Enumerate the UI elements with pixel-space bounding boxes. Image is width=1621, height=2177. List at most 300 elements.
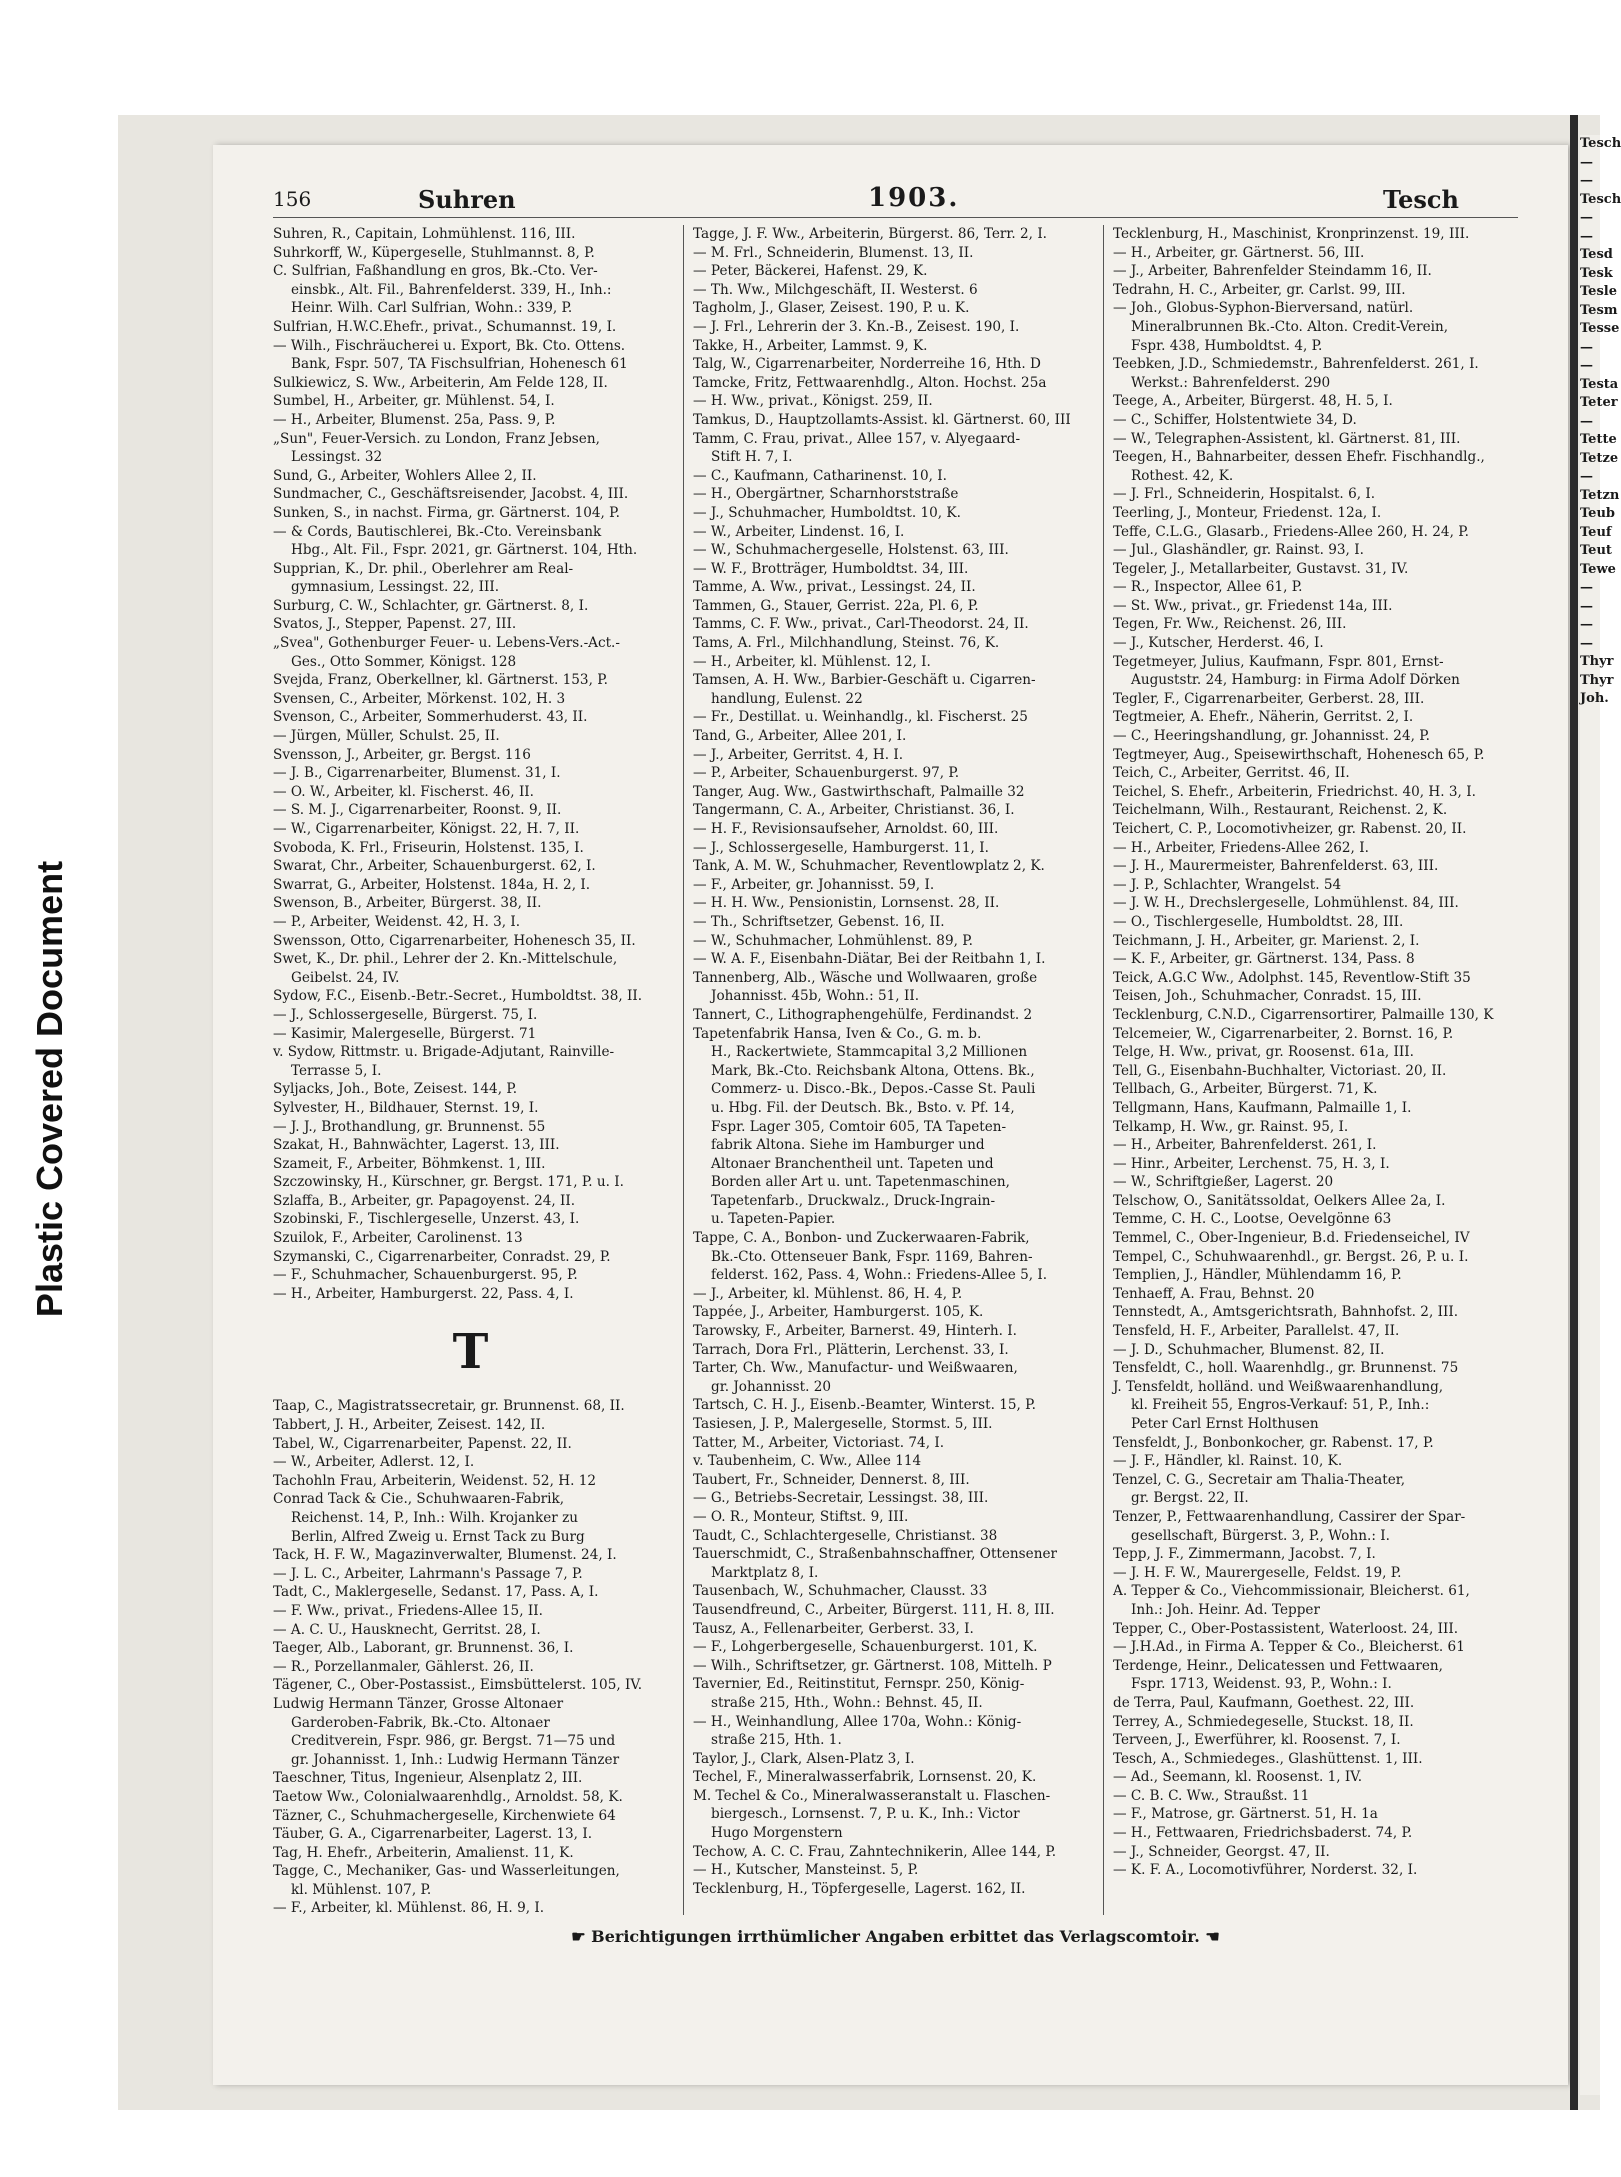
directory-entry-line: Tagge, C., Mechaniker, Gas- und Wasserleitungen,	[273, 1863, 620, 1880]
directory-entry-line: Creditverein, Fspr. 986, gr. Bergst. 71—75 und	[291, 1733, 616, 1750]
directory-entry-line: Telschow, O., Sanitätssoldat, Oelkers Allee 2a, I.	[1113, 1192, 1446, 1209]
directory-entry-line: — O. W., Arbeiter, kl. Fischerst. 46, II.	[273, 783, 535, 800]
next-page-fragment: —	[1580, 210, 1593, 225]
next-page-fragment: —	[1580, 413, 1593, 429]
directory-entry-line: Altonaer Branchentheil unt. Tapeten und	[711, 1155, 994, 1172]
directory-entry-line: — H., Arbeiter, Friedens-Allee 262, I.	[1113, 839, 1369, 856]
directory-entry-line: Terveen, J., Ewerführer, kl. Roosenst. 7, I.	[1113, 1732, 1401, 1749]
directory-entry-line: Tabbert, J. H., Arbeiter, Zeisest. 142, II.	[273, 1417, 546, 1434]
directory-entry-line: Teick, A.G.C Ww., Adolphst. 145, Reventlow-Stift 35	[1113, 969, 1471, 986]
directory-entry-line: — C., Schiffer, Holstentwiete 34, D.	[1113, 411, 1357, 428]
directory-entry-line: Tavernier, Ed., Reitinstitut, Fernspr. 250, König-	[693, 1676, 1025, 1693]
directory-entry-line: Tannenberg, Alb., Wäsche und Wollwaaren, große	[693, 969, 1038, 986]
next-page-fragment: —	[1580, 469, 1593, 484]
directory-entry-line: Marktplatz 8, I.	[711, 1564, 819, 1581]
directory-entry-line: Tenzer, P., Fettwaarenhandlung, Cassirer der Spar-	[1113, 1508, 1466, 1525]
directory-entry-line: — J., Schneider, Georgst. 47, II.	[1113, 1843, 1330, 1860]
next-page-fragment: Thyr	[1580, 654, 1614, 669]
directory-entry-line: felderst. 162, Pass. 4, Wohn.: Friedens-Allee 5, I.	[711, 1267, 1048, 1284]
directory-entry-line: Swarat, Chr., Arbeiter, Schauenburgerst. 62, I.	[273, 858, 596, 875]
directory-entry-line: Lessingst. 32	[291, 449, 383, 466]
next-page-fragment: —	[1580, 339, 1593, 355]
next-page-fragment: —	[1580, 617, 1593, 632]
next-page-fragment: Tesk	[1580, 265, 1613, 281]
directory-entry-line: — J., Arbeiter, kl. Mühlenst. 86, H. 4, P.	[693, 1285, 963, 1302]
directory-entry-line: Mark, Bk.-Cto. Reichsbank Altona, Ottens. Bk.,	[711, 1062, 1035, 1079]
page-footer-note: ☛ Berichtigungen irrthümlicher Angaben erbittet das Verlagscomtoir. ☚	[571, 1927, 1220, 1946]
directory-entry-line: Terrey, A., Schmiedegeselle, Stuckst. 18, II.	[1113, 1713, 1414, 1730]
next-page-fragment: —	[1580, 598, 1593, 614]
directory-entry-line: Tartsch, C. H. J., Eisenb.-Beamter, Winterst. 15, P.	[693, 1397, 1036, 1414]
directory-entry-line: Teffe, C.L.G., Glasarb., Friedens-Allee 260, H. 24, P.	[1113, 523, 1469, 540]
directory-entry-line: Tangermann, C. A., Arbeiter, Christianst. 36, I.	[693, 802, 1015, 819]
directory-entry-line: Teichel, S. Ehefr., Arbeiterin, Friedrichst. 40, H. 3, I.	[1113, 783, 1476, 800]
page-header	[273, 183, 1518, 217]
directory-entry-line: Tausz, A., Fellenarbeiter, Gerberst. 33, I.	[693, 1620, 974, 1637]
directory-entry-line: — W., Schuhmacher, Lohmühlenst. 89, P.	[693, 932, 973, 949]
directory-entry-line: Temme, C. H. C., Lootse, Oevelgönne 63	[1113, 1211, 1392, 1228]
directory-entry-line: Teege, A., Arbeiter, Bürgerst. 48, H. 5, I.	[1113, 393, 1393, 410]
directory-entry-line: Hbg., Alt. Fil., Fspr. 2021, gr. Gärtnerst. 104, Hth.	[291, 542, 638, 559]
directory-entry-line: Tamm, C. Frau, privat., Allee 157, v. Alyegaard-	[693, 430, 1021, 447]
directory-entry-line: — H., Fettwaaren, Friedrichsbaderst. 74, P.	[1113, 1825, 1413, 1842]
directory-entry-line: kl. Mühlenst. 107, P.	[291, 1881, 432, 1898]
directory-entry-line: — F., Schuhmacher, Schauenburgerst. 95, P.	[273, 1267, 578, 1284]
directory-entry-line: — Hinr., Arbeiter, Lerchenst. 75, H. 3, I.	[1113, 1155, 1390, 1172]
directory-entry-line: Tank, A. M. W., Schuhmacher, Reventlowplatz 2, K.	[693, 858, 1045, 875]
directory-entry-line: v. Taubenheim, C. Ww., Allee 114	[693, 1453, 922, 1470]
directory-entry-line: — J., Schlossergeselle, Bürgerst. 75, I.	[273, 1006, 538, 1023]
directory-entry-line: — W., Schriftgießer, Lagerst. 20	[1113, 1174, 1334, 1191]
directory-entry-line: Tecklenburg, H., Maschinist, Kronprinzenst. 19, III.	[1113, 226, 1470, 242]
directory-entry-line: — O., Tischlergeselle, Humboldtst. 28, III.	[1113, 913, 1404, 930]
directory-entry-line: M. Techel & Co., Mineralwasseranstalt u. Flaschen-	[693, 1787, 1051, 1804]
directory-entry-line: Svejda, Franz, Oberkellner, kl. Gärtnerst. 153, P.	[273, 672, 608, 689]
directory-entry-line: Tausenbach, W., Schuhmacher, Clausst. 33	[693, 1583, 988, 1600]
directory-entry-line: — St. Ww., privat., gr. Friedenst 14a, III.	[1113, 597, 1393, 614]
next-page-fragment: —	[1580, 580, 1593, 595]
column-divider	[683, 225, 684, 1915]
directory-entry-line: Commerz- u. Disco.-Bk., Depos.-Casse St. Pauli	[711, 1081, 1036, 1098]
directory-entry-line: Teichmann, J. H., Arbeiter, gr. Marienst. 2, I.	[1113, 932, 1420, 949]
directory-entry-line: Tanger, Aug. Ww., Gastwirthschaft, Palmaille 32	[693, 783, 1025, 800]
directory-entry-line: Tamsen, A. H. Ww., Barbier-Geschäft u. Cigarren-	[693, 672, 1036, 689]
directory-entry-line: Taap, C., Magistratssecretair, gr. Brunnenst. 68, II.	[273, 1398, 625, 1415]
directory-entry-line: Stift H. 7, I.	[711, 449, 793, 466]
directory-entry-line: Tellbach, G., Arbeiter, Bürgerst. 71, K.	[1113, 1081, 1378, 1098]
directory-entry-line: Bank, Fspr. 507, TA Fischsulfrian, Hohenesch 61	[291, 356, 628, 373]
directory-entry-line: — F. Ww., privat., Friedens-Allee 15, II.	[273, 1602, 543, 1619]
next-page-fragment: Tesch	[1580, 191, 1621, 207]
directory-entry-line: C. Sulfrian, Faßhandlung en gros, Bk.-Cto. Ver-	[273, 263, 598, 280]
directory-entry-line: — H., Arbeiter, Hamburgerst. 22, Pass. 4, I.	[273, 1285, 574, 1302]
scanned-page	[118, 115, 1621, 2110]
directory-entry-line: — J., Schuhmacher, Humboldtst. 10, K.	[693, 504, 961, 521]
directory-entry-line: Rothest. 42, K.	[1131, 467, 1234, 484]
directory-entry-line: — C., Heeringshandlung, gr. Johannisst. 24, P.	[1113, 728, 1430, 745]
directory-entry-line: Szczowinsky, H., Kürschner, gr. Bergst. 171, P. u. I.	[273, 1174, 624, 1191]
directory-entry-line: u. Hbg. Fil. der Deutsch. Bk., Bsto. v. Pf. 14,	[711, 1099, 1015, 1116]
directory-entry-line: „Svea", Gothenburger Feuer- u. Lebens-Vers.-Act.-	[273, 635, 620, 652]
directory-entry-line: Tegen, Fr. Ww., Reichenst. 26, III.	[1113, 616, 1347, 633]
directory-entry-line: Supprian, K., Dr. phil., Oberlehrer am Real-	[273, 560, 574, 577]
directory-entry-line: Terdenge, Heinr., Delicatessen und Fettwaaren,	[1113, 1657, 1444, 1674]
section-letter: T	[452, 1324, 489, 1381]
directory-entry-line: — F., Arbeiter, kl. Mühlenst. 86, H. 9, I.	[273, 1900, 545, 1917]
directory-entry-line: Sydow, F.C., Eisenb.-Betr.-Secret., Humboldtst. 38, II.	[273, 988, 643, 1005]
document-label: Plastic Covered Document	[29, 860, 70, 1317]
directory-entry-line: — W., Schuhmachergeselle, Holstenst. 63, III.	[693, 542, 1009, 559]
directory-entry-line: — H. Ww., privat., Königst. 259, II.	[693, 393, 933, 410]
next-page-fragment: —	[1580, 228, 1593, 244]
directory-entry-line: H., Rackertwiete, Stammcapital 3,2 Millionen	[711, 1044, 1028, 1061]
header-year: 1903.	[868, 183, 960, 213]
directory-entry-line: — W., Telegraphen-Assistent, kl. Gärtnerst. 81, III.	[1113, 430, 1461, 447]
next-page-fragment: —	[1580, 635, 1593, 651]
directory-entry-line: Tensfeld, H. F., Arbeiter, Parallelst. 47, II.	[1113, 1323, 1400, 1340]
directory-entry-line: — J. L. C., Arbeiter, Lahrmann's Passage 7, P.	[273, 1565, 583, 1582]
directory-entry-line: — J. J., Brothandlung, gr. Brunnenst. 55	[273, 1118, 546, 1135]
directory-entry-line: Tesch, A., Schmiedeges., Glashüttenst. 1, III.	[1113, 1750, 1423, 1767]
directory-entry-line: Tasiesen, J. P., Malergeselle, Stormst. 5, III.	[693, 1416, 993, 1432]
directory-entry-line: Tamms, C. F. Ww., privat., Carl-Theodorst. 24, II.	[693, 616, 1029, 633]
directory-entry-line: Tepp, J. F., Zimmermann, Jacobst. 7, I.	[1113, 1546, 1376, 1563]
directory-entry-line: Sundmacher, C., Geschäftsreisender, Jacobst. 4, III.	[273, 486, 629, 503]
next-page-fragment: Teut	[1580, 543, 1612, 558]
next-page-fragment: Tesd	[1580, 247, 1613, 262]
directory-entry-line: — C., Kaufmann, Catharinenst. 10, I.	[693, 467, 947, 484]
directory-entry-line: — J. B., Cigarrenarbeiter, Blumenst. 31, I.	[273, 765, 561, 782]
directory-entry-line: Taylor, J., Clark, Alsen-Platz 3, I.	[693, 1750, 915, 1767]
directory-entry-line: Tamcke, Fritz, Fettwaarenhdlg., Alton. Hochst. 25a	[693, 374, 1047, 391]
directory-entry-line: Werkst.: Bahrenfelderst. 290	[1131, 374, 1331, 391]
directory-entry-line: — & Cords, Bautischlerei, Bk.-Cto. Vereinsbank	[273, 523, 602, 540]
directory-entry-line: Tegetmeyer, Julius, Kaufmann, Fspr. 801, Ernst-	[1113, 653, 1444, 670]
directory-entry-line: Tammen, G., Stauer, Gerrist. 22a, Pl. 6, P.	[693, 597, 979, 614]
directory-entry-line: — W. A. F., Eisenbahn-Diätar, Bei der Reitbahn 1, I.	[693, 951, 1046, 968]
next-page-fragment: Tetzn	[1580, 487, 1620, 503]
next-page-fragment: —	[1580, 358, 1593, 373]
directory-entry-line: gr. Bergst. 22, II.	[1131, 1490, 1249, 1507]
directory-entry-line: — Jul., Glashändler, gr. Rainst. 93, I.	[1113, 542, 1364, 559]
directory-entry-line: — G., Betriebs-Secretair, Lessingst. 38, III.	[693, 1490, 989, 1507]
directory-entry-line: Auguststr. 24, Hamburg: in Firma Adolf Dörken	[1131, 672, 1460, 689]
column-middle	[693, 225, 1088, 1898]
directory-entry-line: Tarowsky, F., Arbeiter, Barnerst. 49, Hinterh. I.	[693, 1323, 1017, 1340]
directory-entry-line: — Joh., Globus-Syphon-Bierversand, natürl.	[1113, 300, 1414, 317]
directory-entry-line: — Wilh., Schriftsetzer, gr. Gärtnerst. 108, Mittelh. P	[693, 1657, 1052, 1674]
directory-entry-line: Täzner, C., Schuhmachergeselle, Kirchenwiete 64	[273, 1807, 616, 1824]
directory-entry-line: J. Tensfeldt, holländ. und Weißwaarenhandlung,	[1113, 1378, 1444, 1395]
directory-entry-line: Tegler, F., Cigarrenarbeiter, Gerberst. 28, III.	[1113, 690, 1425, 707]
directory-entry-line: Swensson, Otto, Cigarrenarbeiter, Hohenesch 35, II.	[273, 932, 636, 949]
directory-entry-line: Tensfeldt, J., Bonbonkocher, gr. Rabenst. 17, P.	[1113, 1434, 1434, 1451]
directory-entry-line: Sulkiewicz, S. Ww., Arbeiterin, Am Felde 128, II.	[273, 374, 608, 391]
directory-entry-line: Tenzel, C. G., Secretair am Thalia-Theater,	[1113, 1471, 1406, 1488]
directory-entry-line: Sulfrian, H.W.C.Ehefr., privat., Schumannst. 19, I.	[273, 318, 617, 335]
directory-entry-line: Tadt, C., Maklergeselle, Sedanst. 17, Pass. A, I.	[273, 1584, 599, 1601]
next-page-edge	[1580, 135, 1621, 2095]
directory-entry-line: Teichert, C. P., Locomotivheizer, gr. Rabenst. 20, II.	[1113, 821, 1467, 837]
directory-entry-line: Tecklenburg, C.N.D., Cigarrensortirer, Palmaille 130, K	[1113, 1006, 1494, 1023]
directory-entry-line: Sund, G., Arbeiter, Wohlers Allee 2, II.	[273, 467, 537, 484]
directory-entry-line: Szameit, F., Arbeiter, Böhmkenst. 1, III.	[273, 1155, 546, 1172]
directory-entry-line: Tegtmeyer, Aug., Speisewirthschaft, Hohenesch 65, P.	[1113, 746, 1485, 763]
directory-entry-line: gesellschaft, Bürgerst. 3, P., Wohn.: I.	[1131, 1527, 1390, 1544]
directory-entry-line: kl. Freiheit 55, Engros-Verkauf: 51, P., Inh.:	[1131, 1397, 1430, 1414]
directory-entry-line: Takke, H., Arbeiter, Lammst. 9, K.	[693, 337, 928, 354]
directory-entry-line: — J. Frl., Schneiderin, Hospitalst. 6, I.	[1113, 486, 1376, 503]
column-divider	[1103, 225, 1104, 1915]
directory-entry-line: — A. C. U., Hausknecht, Gerritst. 28, I.	[273, 1621, 541, 1638]
directory-entry-line: Techel, F., Mineralwasserfabrik, Lornsenst. 20, K.	[693, 1769, 1037, 1786]
directory-entry-line: Tagge, J. F. Ww., Arbeiterin, Bürgerst. 86, Terr. 2, I.	[693, 226, 1048, 242]
directory-entry-line: Teerling, J., Monteur, Friedenst. 12a, I.	[1113, 504, 1382, 521]
directory-entry-line: A. Tepper & Co., Viehcommissionair, Bleicherst. 61,	[1113, 1583, 1470, 1600]
directory-entry-line: — Fr., Destillat. u. Weinhandlg., kl. Fischerst. 25	[693, 709, 1028, 726]
directory-entry-line: — J. H. F. W., Maurergeselle, Feldst. 19, P.	[1113, 1564, 1402, 1581]
directory-entry-line: — O. R., Monteur, Stiftst. 9, III.	[693, 1508, 909, 1525]
directory-entry-line: Swarrat, G., Arbeiter, Holstenst. 184a, H. 2, I.	[273, 876, 591, 893]
directory-entry-line: Fspr. 1713, Weidenst. 93, P., Wohn.: I.	[1131, 1676, 1392, 1693]
directory-entry-line: Tennstedt, A., Amtsgerichtsrath, Bahnhofst. 2, III.	[1113, 1304, 1459, 1321]
directory-entry-line: — Wilh., Fischräucherei u. Export, Bk. Cto. Ottens.	[273, 337, 626, 354]
directory-entry-line: Taubert, Fr., Schneider, Dennerst. 8, III.	[693, 1471, 970, 1488]
directory-entry-line: Berlin, Alfred Zweig u. Ernst Tack zu Burg	[291, 1528, 585, 1545]
directory-entry-line: — H., Weinhandlung, Allee 170a, Wohn.: König-	[693, 1713, 1022, 1730]
directory-entry-line: Teebken, J.D., Schmiedemstr., Bahrenfelderst. 261, I.	[1113, 356, 1479, 373]
directory-entry-line: Teich, C., Arbeiter, Gerritst. 46, II.	[1113, 765, 1350, 782]
directory-entry-line: — H., Kutscher, Mansteinst. 5, P.	[693, 1862, 919, 1879]
directory-entry-line: Tecklenburg, H., Töpfergeselle, Lagerst. 162, II.	[693, 1880, 1026, 1897]
next-page-fragment: Tesse	[1580, 321, 1620, 336]
directory-entry-line: Sylvester, H., Bildhauer, Sternst. 19, I.	[273, 1099, 539, 1116]
directory-entry-line: Tag, H. Ehefr., Arbeiterin, Amalienst. 11, K.	[273, 1844, 574, 1861]
directory-entry-line: Sumbel, H., Arbeiter, gr. Mühlenst. 54, I.	[273, 393, 555, 410]
directory-entry-line: Borden aller Art u. unt. Tapetenmaschinen,	[711, 1174, 1010, 1191]
directory-entry-line: Peter Carl Ernst Holthusen	[1131, 1416, 1319, 1432]
directory-entry-line: — S. M. J., Cigarrenarbeiter, Roonst. 9, II.	[273, 802, 562, 819]
directory-entry-line: Täuber, G. A., Cigarrenarbeiter, Lagerst. 13, I.	[273, 1826, 593, 1843]
next-page-fragment: Teub	[1580, 506, 1615, 521]
directory-entry-line: — H. F., Revisionsaufseher, Arnoldst. 60, III.	[693, 821, 999, 837]
directory-entry-line: Szlaffa, B., Arbeiter, gr. Papagoyenst. 24, II.	[273, 1192, 576, 1209]
directory-entry-line: Syljacks, Joh., Bote, Zeisest. 144, P.	[273, 1081, 518, 1098]
next-page-fragment: Tetze	[1580, 450, 1619, 466]
directory-entry-line: — P., Arbeiter, Schauenburgerst. 97, P.	[693, 765, 960, 782]
next-page-fragment: Thyr	[1580, 672, 1614, 688]
directory-entry-line: Suhrkorff, W., Küpergeselle, Stuhlmannst. 8, P.	[273, 244, 595, 261]
directory-entry-line: Sunken, S., in nachst. Firma, gr. Gärtnerst. 104, P.	[273, 504, 620, 521]
directory-entry-line: — K. F., Arbeiter, gr. Gärtnerst. 134, Pass. 8	[1113, 951, 1415, 968]
directory-entry-line: Talg, W., Cigarrenarbeiter, Norderreihe 16, Hth. D	[693, 356, 1041, 373]
directory-entry-line: — J., Arbeiter, Gerritst. 4, H. I.	[693, 746, 904, 763]
directory-entry-line: Tannert, C., Lithographengehülfe, Ferdinandst. 2	[693, 1006, 1033, 1023]
directory-entry-line: Johannisst. 45b, Wohn.: 51, II.	[711, 988, 920, 1005]
directory-entry-line: Tapetenfarb., Druckwalz., Druck-Ingrain-	[711, 1192, 996, 1209]
directory-entry-line: Conrad Tack & Cie., Schuhwaaren-Fabrik,	[273, 1491, 565, 1508]
directory-entry-line: — P., Arbeiter, Weidenst. 42, H. 3, I.	[273, 913, 521, 930]
directory-entry-line: Tausendfreund, C., Arbeiter, Bürgerst. 111, H. 8, III.	[693, 1601, 1055, 1618]
directory-entry-line: Tarter, Ch. Ww., Manufactur- und Weißwaaren,	[693, 1360, 1018, 1377]
directory-entry-line: — M. Frl., Schneiderin, Blumenst. 13, II.	[693, 244, 974, 261]
next-page-fragment: —	[1580, 154, 1593, 170]
directory-entry-line: Tegtmeier, A. Ehefr., Näherin, Gerritst. 2, I.	[1113, 709, 1414, 726]
directory-entry-line: Svensen, C., Arbeiter, Mörkenst. 102, H. 3	[273, 690, 566, 707]
directory-entry-line: Tellgmann, Hans, Kaufmann, Palmaille 1, I.	[1113, 1099, 1412, 1116]
directory-entry-line: Heinr. Wilh. Carl Sulfrian, Wohn.: 339, P.	[291, 300, 573, 317]
directory-entry-line: — J. F., Händler, kl. Rainst. 10, K.	[1113, 1453, 1343, 1470]
directory-entry-line: straße 215, Hth. 1.	[711, 1732, 842, 1749]
directory-entry-line: — J. D., Schuhmacher, Blumenst. 82, II.	[1113, 1341, 1385, 1358]
next-page-fragment: Teter	[1580, 395, 1618, 410]
directory-entry-line: — F., Matrose, gr. Gärtnerst. 51, H. 1a	[1113, 1806, 1378, 1823]
directory-entry-line: Taeschner, Titus, Ingenieur, Alsenplatz 2, III.	[273, 1770, 583, 1787]
directory-entry-line: — J. H., Maurermeister, Bahrenfelderst. 63, III.	[1113, 858, 1439, 875]
directory-entry-line: Taudt, C., Schlachtergeselle, Christianst. 38	[693, 1527, 998, 1544]
directory-entry-line: Svoboda, K. Frl., Friseurin, Holstenst. 135, I.	[273, 839, 584, 856]
directory-entry-line: Inh.: Joh. Heinr. Ad. Tepper	[1131, 1601, 1320, 1618]
directory-entry-line: Tempel, C., Schuhwaarenhdl., gr. Bergst. 26, P. u. I.	[1113, 1248, 1469, 1265]
directory-entry-line: — W., Cigarrenarbeiter, Königst. 22, H. 7, II.	[273, 821, 580, 837]
directory-entry-line: Suhren, R., Capitain, Lohmühlenst. 116, III.	[273, 226, 576, 242]
directory-entry-line: gymnasium, Lessingst. 22, III.	[291, 579, 500, 596]
directory-entry-line: Szobinski, F., Tischlergeselle, Unzerst. 43, I.	[273, 1211, 580, 1228]
directory-entry-line: — W., Arbeiter, Adlerst. 12, I.	[273, 1454, 475, 1471]
next-page-fragment: Tesch	[1580, 136, 1621, 151]
directory-entry-line: Surburg, C. W., Schlachter, gr. Gärtnerst. 8, I.	[273, 597, 589, 614]
directory-entry-line: — Th., Schriftsetzer, Gebenst. 16, II.	[693, 913, 945, 930]
next-page-fragment: Tesle	[1580, 284, 1617, 299]
directory-entry-line: Teegen, H., Bahnarbeiter, dessen Ehefr. Fischhandlg.,	[1113, 449, 1485, 466]
directory-entry-line: Temmel, C., Ober-Ingenieur, B.d. Friedenseichel, IV	[1113, 1230, 1470, 1247]
directory-entry-line: — F., Arbeiter, gr. Johannisst. 59, I.	[693, 876, 935, 893]
directory-entry-line: Tell, G., Eisenbahn-Buchhalter, Victoriast. 20, II.	[1113, 1062, 1447, 1079]
directory-entry-line: — C. B. C. Ww., Straußst. 11	[1113, 1787, 1310, 1804]
directory-page	[213, 145, 1568, 2085]
directory-entry-line: Tenhaeff, A. Frau, Behnst. 20	[1113, 1285, 1315, 1302]
directory-entry-line: — Th. Ww., Milchgeschäft, II. Westerst. 6	[693, 281, 978, 298]
directory-entry-line: Tatter, M., Arbeiter, Victoriast. 74, I.	[693, 1434, 945, 1451]
directory-entry-line: Svenson, C., Arbeiter, Sommerhuderst. 43, II.	[273, 709, 588, 726]
directory-entry-line: — H. H. Ww., Pensionistin, Lornsenst. 28, II.	[693, 895, 1000, 912]
directory-entry-line: Tägener, C., Ober-Postassist., Eimsbüttelerst. 105, IV.	[273, 1677, 643, 1694]
directory-entry-line: — J. W. H., Drechslergeselle, Lohmühlenst. 84, III.	[1113, 895, 1459, 912]
directory-entry-line: — J. Frl., Lehrerin der 3. Kn.-B., Zeisest. 190, I.	[693, 318, 1020, 335]
directory-entry-line: de Terra, Paul, Kaufmann, Goethest. 22, III.	[1113, 1694, 1415, 1711]
directory-entry-line: — F., Lohgerbergeselle, Schauenburgerst. 101, K.	[693, 1639, 1038, 1656]
directory-entry-line: Hugo Morgenstern	[711, 1825, 843, 1842]
directory-entry-line: u. Tapeten-Papier.	[711, 1211, 836, 1228]
directory-entry-line: einsbk., Alt. Fil., Bahrenfelderst. 339, H., Inh.:	[291, 281, 612, 298]
directory-entry-line: Mineralbrunnen Bk.-Cto. Alton. Credit-Verein,	[1131, 318, 1449, 335]
directory-entry-line: biergesch., Lornsenst. 7, P. u. K., Inh.: Victor	[711, 1806, 1020, 1823]
directory-entry-line: Svatos, J., Stepper, Papenst. 27, III.	[273, 616, 517, 633]
directory-entry-line: v. Sydow, Rittmstr. u. Brigade-Adjutant, Rainville-	[273, 1044, 615, 1061]
directory-entry-line: Teichelmann, Wilh., Restaurant, Reichenst. 2, K.	[1113, 802, 1448, 819]
directory-entry-line: Tarrach, Dora Frl., Plätterin, Lerchenst. 33, I.	[693, 1341, 1009, 1358]
page-number: 156	[273, 187, 312, 211]
directory-entry-line: — J., Schlossergeselle, Hamburgerst. 11, I.	[693, 839, 989, 856]
directory-entry-line: — Jürgen, Müller, Schulst. 25, II.	[273, 728, 500, 745]
directory-entry-line: Teisen, Joh., Schuhmacher, Conradst. 15, III.	[1113, 988, 1422, 1005]
directory-entry-line: Ges., Otto Sommer, Königst. 128	[291, 653, 517, 670]
next-page-fragment: Teuf	[1580, 524, 1612, 540]
directory-entry-line: Templien, J., Händler, Mühlendamm 16, P.	[1113, 1267, 1402, 1284]
directory-entry-line: — J., Arbeiter, Bahrenfelder Steindamm 16, II.	[1113, 263, 1432, 280]
directory-entry-line: Fspr. Lager 305, Comtoir 605, TA Tapeten-	[711, 1118, 1007, 1135]
directory-entry-line: fabrik Altona. Siehe im Hamburger und	[711, 1137, 985, 1154]
directory-entry-line: — R., Porzellanmaler, Gählerst. 26, II.	[273, 1658, 534, 1675]
directory-entry-line: Szymanski, C., Cigarrenarbeiter, Conradst. 29, P.	[273, 1248, 611, 1265]
directory-entry-line: Tachohln Frau, Arbeiterin, Weidenst. 52, H. 12	[273, 1472, 597, 1489]
directory-entry-line: Tamme, A. Ww., privat., Lessingst. 24, II.	[693, 579, 976, 596]
column-left	[273, 225, 668, 1918]
next-page-fragment: —	[1580, 173, 1593, 188]
directory-entry-line: Geibelst. 24, IV.	[291, 969, 400, 986]
directory-entry-line: Svensson, J., Arbeiter, gr. Bergst. 116	[273, 746, 531, 763]
directory-entry-line: Tappée, J., Arbeiter, Hamburgerst. 105, K.	[693, 1304, 984, 1321]
directory-entry-line: Tauerschmidt, C., Straßenbahnschaffner, Ottensener	[693, 1546, 1057, 1563]
directory-entry-line: — J. P., Schlachter, Wrangelst. 54	[1113, 876, 1342, 893]
directory-entry-line: Bk.-Cto. Ottenseuer Bank, Fspr. 1169, Bahren-	[711, 1248, 1033, 1265]
directory-entry-line: — W. F., Brotträger, Humboldtst. 34, III.	[693, 560, 969, 577]
directory-entry-line: gr. Johannisst. 1, Inh.: Ludwig Hermann Tänzer	[291, 1751, 620, 1768]
directory-entry-line: Reichenst. 14, P., Inh.: Wilh. Krojanker zu	[291, 1510, 579, 1526]
directory-entry-line: Telcemeier, W., Cigarrenarbeiter, 2. Bornst. 16, P.	[1113, 1025, 1454, 1042]
directory-entry-line: Techow, A. C. C. Frau, Zahntechnikerin, Allee 144, P.	[693, 1843, 1057, 1860]
next-page-fragment: Tewe	[1580, 561, 1616, 577]
header-right-keyword: Tesch	[1383, 185, 1459, 214]
directory-entry-line: Tamkus, D., Hauptzollamts-Assist. kl. Gärtnerst. 60, III	[693, 411, 1071, 428]
directory-entry-line: handlung, Eulenst. 22	[711, 690, 863, 707]
directory-entry-line: Swet, K., Dr. phil., Lehrer der 2. Kn.-Mittelschule,	[273, 951, 618, 968]
directory-entry-line: Terrasse 5, I.	[291, 1062, 382, 1079]
directory-entry-line: Taetow Ww., Colonialwaarenhdlg., Arnoldst. 58, K.	[273, 1788, 623, 1805]
header-rule	[273, 217, 1518, 218]
next-page-fragment: Tesm	[1580, 302, 1618, 318]
directory-entry-line: Tensfeldt, C., holl. Waarenhdlg., gr. Brunnenst. 75	[1113, 1360, 1459, 1377]
directory-entry-line: Telkamp, H. Ww., gr. Rainst. 95, I.	[1113, 1118, 1349, 1135]
directory-entry-line: gr. Johannisst. 20	[711, 1378, 832, 1395]
directory-entry-line: Fspr. 438, Humboldtst. 4, P.	[1131, 337, 1323, 354]
directory-entry-line: — Kasimir, Malergeselle, Bürgerst. 71	[273, 1025, 537, 1042]
directory-entry-line: — H., Arbeiter, Blumenst. 25a, Pass. 9, P.	[273, 411, 556, 428]
directory-entry-line: — H., Arbeiter, gr. Gärtnerst. 56, III.	[1113, 244, 1365, 261]
directory-entry-line: Telge, H. Ww., privat, gr. Roosenst. 61a, III.	[1113, 1044, 1414, 1061]
directory-entry-line: Swenson, B., Arbeiter, Bürgerst. 38, II.	[273, 895, 542, 912]
directory-entry-line: — Peter, Bäckerei, Hafenst. 29, K.	[693, 263, 928, 280]
directory-entry-line: Tepper, C., Ober-Postassistent, Waterloost. 24, III.	[1113, 1620, 1459, 1637]
directory-entry-line: Tagholm, J., Glaser, Zeisest. 190, P. u. K.	[693, 300, 970, 317]
directory-entry-line: Szakat, H., Bahnwächter, Lagerst. 13, III.	[273, 1137, 560, 1154]
directory-entry-line: — K. F. A., Locomotivführer, Norderst. 32, I.	[1113, 1862, 1418, 1879]
directory-entry-line: — H., Obergärtner, Scharnhorststraße	[693, 486, 959, 503]
column-right	[1113, 225, 1508, 1880]
directory-entry-line: Taeger, Alb., Laborant, gr. Brunnenst. 36, I.	[273, 1640, 574, 1657]
next-page-fragment: Tette	[1580, 432, 1617, 447]
directory-entry-line: Tand, G., Arbeiter, Allee 201, I.	[693, 728, 907, 745]
directory-entry-line: Ludwig Hermann Tänzer, Grosse Altonaer	[273, 1695, 564, 1712]
directory-entry-line: Tedrahn, H. C., Arbeiter, gr. Carlst. 99, III.	[1113, 281, 1406, 298]
directory-entry-line: Szuilok, F., Arbeiter, Carolinenst. 13	[273, 1230, 523, 1247]
directory-entry-line: Tapetenfabrik Hansa, Iven & Co., G. m. b.	[693, 1025, 982, 1042]
next-page-fragment: Testa	[1580, 376, 1619, 392]
directory-entry-line: — H., Arbeiter, Bahrenfelderst. 261, I.	[1113, 1137, 1377, 1154]
directory-entry-line: Tack, H. F. W., Magazinverwalter, Blumenst. 24, I.	[273, 1547, 617, 1564]
book-spine	[1570, 115, 1578, 2110]
directory-entry-line: — J., Kutscher, Herderst. 46, I.	[1113, 635, 1324, 652]
